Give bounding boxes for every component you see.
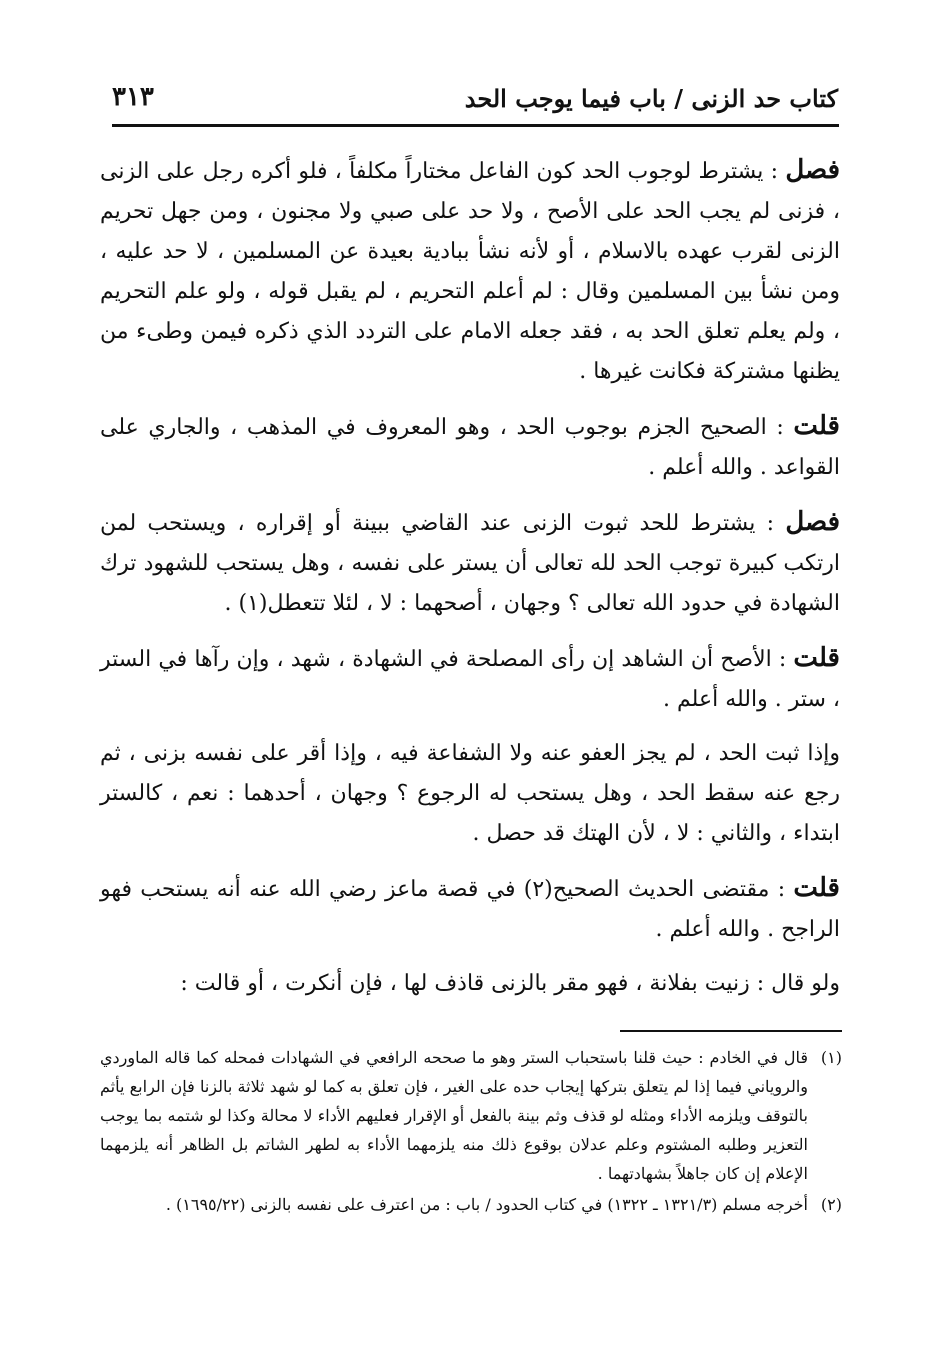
header-rule (112, 124, 839, 127)
paragraph-text: : يشترط للحد ثبوت الزنى عند القاضي ببينة أو إقراره ، ويستحب لمن ارتكب كبيرة توجب الحد لله تعالى أن يستر على نفسه ، وهل يستحب للشهود ترك الشهادة في حدود الله تعالى ؟ وجهان ، أصحهما : لا ، لئلا تتعطل(١) . (100, 511, 840, 616)
footnote-text: أخرجه مسلم (١٣٢١/٣ ـ ١٣٢٢) في كتاب الحدود / باب : من اعترف على نفسه بالزنى (١٦٩٥/٢٢) . (165, 1195, 808, 1214)
paragraph-7 (100, 964, 840, 1004)
paragraph-text: : يشترط لوجوب الحد كون الفاعل مختاراً مكلفاً ، فلو أكره رجل على الزنى ، فزنى لم يجب الحد على الأصح ، ولا حد على صبي ولا مجنون ، ومن جهل تحريم الزنى لقرب عهده بالاسلام ، أو لأنه نشأ ببادية بعيدة عن المسلمين ، لا حد عليه ، ومن نشأ بين المسلمين وقال : لم أعلم التحريم ، لم يقبل قوله ، ولو علم التحريم ، ولم يعلم تعلق الحد به ، فقد جعله الامام على التردد الذي ذكره فيمن وطىء من يظنها مشتركة فكانت غيرها . (100, 159, 840, 384)
paragraph-text: ولو قال : زنيت بفلانة ، فهو مقر بالزنى قاذف لها ، فإن أنكرت ، أو قالت : (180, 971, 840, 996)
comment-marker: قلت (793, 873, 840, 903)
footnote-number: (٢) (820, 1195, 842, 1214)
footnote-1 (100, 1043, 842, 1188)
footnote-2 (100, 1190, 842, 1219)
paragraph-text: : الأصح أن الشاهد إن رأى المصلحة في الشهادة ، شهد ، وإن رآها في الستر ، ستر . والله أعلم . (100, 647, 840, 712)
footnote-text: قال في الخادم : حيث قلنا باستحباب الستر وهو ما صححه الرافعي في الشهادات فمحله كما قاله الماوردي والروياني فيما إذا لم يتعلق بتركها إيجاب حده على الغير ، فإن تعلق به كما لو شهد ثلاثة بالزنا فإن الرابع يأثم بالتوقف ويلزمه الأداء ومثله لو قذف وثم بينة بالفعل أو الإقرار فعليهم الأداء لا محالة وكذا لو شتمه بما يوجب التعزير وطلبه المشتوم وعلم عدلان بوقوع ذلك منه يلزمهما الأداء به لطهر الشاتم بل الظاهر أنه يلزمهما الإعلام إن كان جاهلاً بشهادتهما . (100, 1048, 809, 1183)
running-title: كتاب حد الزنى / باب فيما يوجب الحد (464, 84, 838, 113)
comment-marker: قلت (793, 643, 840, 673)
paragraph-text: وإذا ثبت الحد ، لم يجز العفو عنه ولا الشفاعة فيه ، وإذا أقر على نفسه بزنى ، ثم رجع عنه سقط الحد ، وهل يستحب له الرجوع ؟ وجهان ، أحدهما : نعم ، كالستر ابتداء ، والثاني : لا ، لأن الهتك قد حصل . (100, 741, 840, 846)
paragraph-6 (100, 868, 840, 950)
page-header (112, 78, 838, 118)
paragraph-text: : مقتضى الحديث الصحيح(٢) في قصة ماعز رضي الله عنه أنه يستحب فهو الراجح . والله أعلم . (100, 877, 840, 942)
footnote-rule (620, 1030, 842, 1032)
paragraph-text: : الصحيح الجزم بوجوب الحد ، وهو المعروف في المذهب ، والجاري على القواعد . والله أعلم . (100, 415, 840, 480)
page-number: ٣١٣ (112, 82, 154, 112)
paragraph-5 (100, 734, 840, 854)
paragraph-3 (100, 502, 840, 624)
footnotes (100, 1043, 842, 1221)
footnote-number: (١) (820, 1048, 842, 1067)
paragraph-4 (100, 638, 840, 720)
main-text (100, 150, 840, 1018)
paragraph-2 (100, 406, 840, 488)
comment-marker: قلت (793, 411, 840, 441)
paragraph-1 (100, 150, 840, 392)
section-marker: فصل (785, 507, 840, 537)
section-marker: فصل (785, 155, 840, 185)
